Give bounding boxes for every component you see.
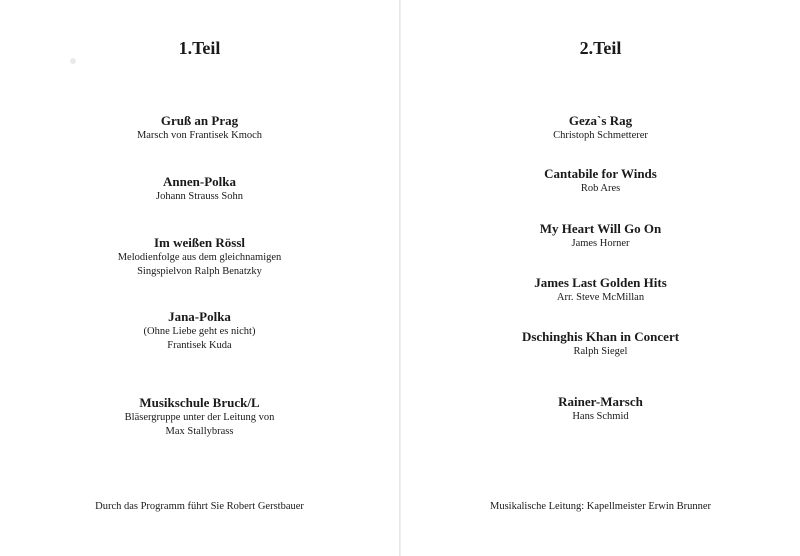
piece-title: James Last Golden Hits <box>534 275 667 290</box>
piece-performer: Max Stallybrass <box>165 426 234 437</box>
program-item <box>401 113 800 143</box>
piece-title: Rainer-Marsch <box>558 394 643 409</box>
program-item <box>0 235 399 279</box>
piece-title: Annen-Polka <box>163 174 236 189</box>
piece-title: Jana-Polka <box>168 309 231 324</box>
piece-title: Dschinghis Khan in Concert <box>521 329 680 344</box>
part1-footer: Durch das Programm führt Sie Robert Gerstbauer <box>95 501 304 512</box>
piece-composer: Christoph Schmetterer <box>553 130 648 141</box>
piece-composer: Hans Schmid <box>572 411 629 422</box>
program-item <box>0 174 399 204</box>
piece-description: Melodienfolge aus dem gleichnamigen <box>117 252 282 263</box>
piece-description: (Ohne Liebe geht es nicht) <box>143 326 256 337</box>
left-page <box>0 0 399 556</box>
piece-title: My Heart Will Go On <box>539 221 662 236</box>
piece-composer: James Horner <box>571 238 630 249</box>
program-item <box>0 395 399 439</box>
piece-composer: Ralph Siegel <box>573 346 628 357</box>
program-item <box>401 275 800 305</box>
piece-composer: Marsch von Frantisek Kmoch <box>136 130 263 141</box>
piece-composer: Johann Strauss Sohn <box>156 191 243 202</box>
program-item <box>0 309 399 353</box>
program-item <box>401 166 800 196</box>
piece-composer: Rob Ares <box>580 183 621 194</box>
part1-heading: 1.Teil <box>178 38 221 58</box>
program-item <box>0 113 399 143</box>
part2-footer: Musikalische Leitung: Kapellmeister Erwin Brunner <box>489 501 712 512</box>
piece-title: Im weißen Rössl <box>153 235 245 250</box>
program-item <box>401 221 800 251</box>
piece-title: Gruß an Prag <box>160 113 239 128</box>
piece-title: Geza`s Rag <box>568 113 633 128</box>
program-item <box>401 394 800 424</box>
piece-composer: Singspielvon Ralph Benatzky <box>137 266 262 277</box>
piece-arranger: Arr. Steve McMillan <box>556 292 645 303</box>
piece-title: Musikschule Bruck/L <box>139 395 260 410</box>
piece-composer: Frantisek Kuda <box>167 340 232 351</box>
part2-heading: 2.Teil <box>579 38 622 58</box>
piece-description: Bläsergruppe unter der Leitung von <box>124 412 275 423</box>
program-item <box>401 329 800 359</box>
piece-title: Cantabile for Winds <box>544 166 657 181</box>
right-page <box>401 0 800 556</box>
